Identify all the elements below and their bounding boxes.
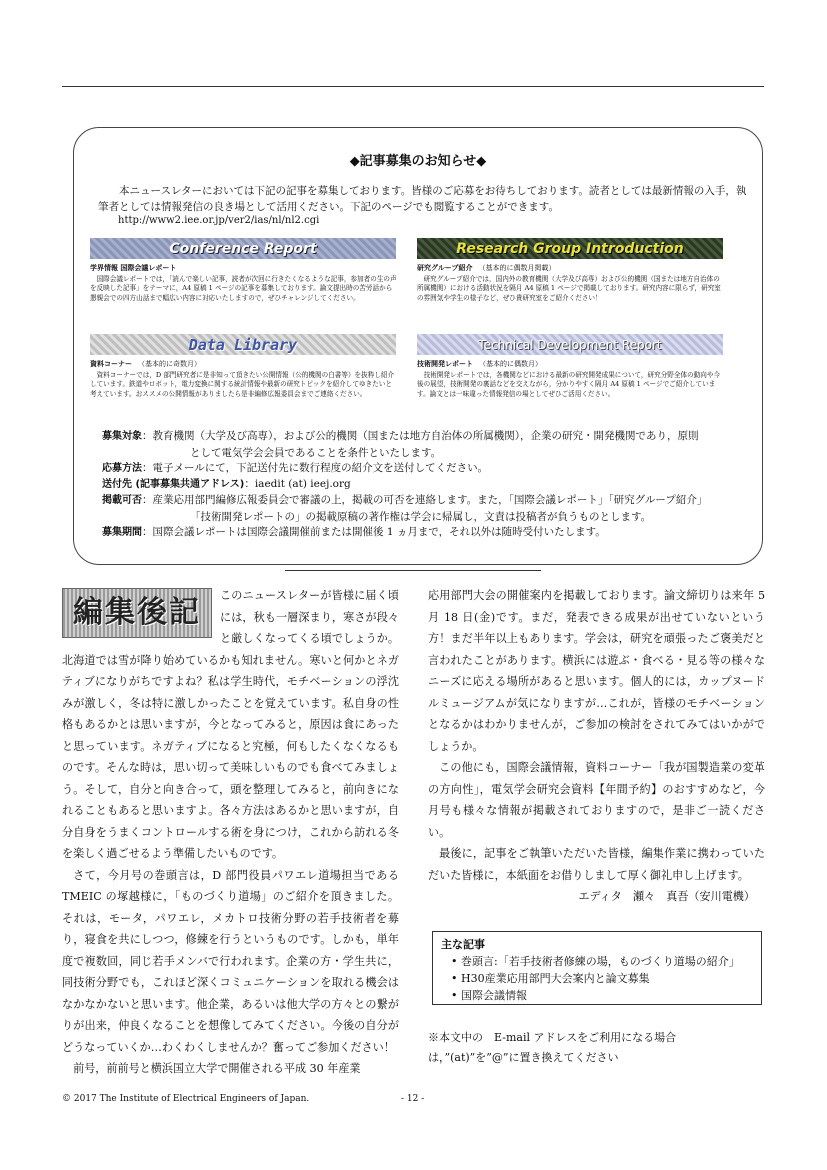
section-body: 研究グループ紹介では，国内外の教育機関（大学及び高専）および公的機関（国または地方自治体の所属機関）における活動状況を隔月 A4 原稿 1 ページで掲載しております。研究内容に限らず，研究室の雰囲気や学生の様子など，ぜひ貴研究室をご紹介ください！ xyxy=(417,274,721,302)
banner-text: Technical Development Report xyxy=(478,337,662,352)
conference-report-banner xyxy=(90,238,396,259)
requirement-address: 送付先 (記事募集共通アドレス)：iaedit (at) ieej.org xyxy=(102,478,351,490)
editorial-right-column xyxy=(428,585,765,908)
newsletter-url[interactable]: http://www2.iee.or.jp/ver2/ias/nl/nl2.cgi xyxy=(118,215,320,226)
editor-signature: エディタ 瀬々 真吾（安川電機） xyxy=(578,890,755,903)
editorial-title-image: 編集後記 xyxy=(62,588,212,638)
requirement-method: 応募方法：電子メールにて，下記送付先に数行程度の紹介文を送付してください。 xyxy=(102,462,489,474)
section-body: 国際会議レポートでは，「読んで楽しい記事，読者が次回に行きたくなるような記事，参加者の生の声を反映した記事」をテーマに，A4 原稿 1 ページの記事を募集しております。論文提出時の苦労話から懇親会での四方山話まで幅広い内容に対応いたしますので，ぜひチャレンジしてください。 xyxy=(90,274,397,302)
requirement-target: 募集対象：教育機関（大学及び高専），および公的機関（国または地方自治体の所属機関），企業の研究・開発機関であり，原則 として電気学会会員であることを条件といたします。 xyxy=(102,430,699,459)
banner-text: Research Group Introduction xyxy=(456,240,684,257)
requirement-approval: 掲載可否：産業応用部門編修広報委員会で審議の上，掲載の可否を連絡します。また，「国際会議レポート」「研究グループ紹介」 「技術開発レポートの」の掲載原稿の著作権は学会に帰属し，文責は投稿者が負うものとします。 xyxy=(102,494,708,523)
footer-copyright: © 2017 The Institute of Electrical Engineers of Japan. xyxy=(62,1094,310,1104)
section-heading: 学界情報 国際会議レポート xyxy=(90,264,177,272)
editorial-paragraph: この他にも，国際会議情報，資料コーナー「我が国製造業の変革の方向性」，電気学会研究会資料【年間予約】のおすすめなど，今月号も様々な情報が掲載されておりますので，是非ご一読ください。 xyxy=(428,761,765,839)
section-heading: 研究グループ紹介 （基本的に偶数月掲載） xyxy=(417,264,556,272)
page-number: - 12 - xyxy=(401,1094,425,1104)
section-technical-development xyxy=(417,360,725,399)
technical-development-banner xyxy=(417,334,723,355)
editorial-paragraph: 最後に，記事をご執筆いただいた皆様，編集作業に携わっていただいた皆様に，本紙面をお借りしまして厚く御礼申し上げます。 xyxy=(428,847,765,882)
top-rule xyxy=(62,86,764,87)
section-conference-report xyxy=(90,264,398,303)
banner-text: Data Library xyxy=(188,335,298,354)
call-for-articles-title: ◆記事募集のお知らせ◆ xyxy=(349,154,487,169)
main-article-item: • 国際会議情報 xyxy=(451,989,527,1002)
main-articles-heading: 主な記事 xyxy=(441,938,485,951)
section-body: 技術開発レポートでは，各機関などにおける最新の研究開発成果について，研究分野全体の動向や今後の展望，技術開発の裏話などを交えながら，分かりやすく隔月 A4 原稿 1 ページでご紹介しています。論文とは一味違った情報発信の場としてぜひご活用ください。 xyxy=(417,370,721,398)
call-for-articles-intro: 本ニュースレターにおいては下記の記事を募集しております。皆様のご応募をお待ちしております。読者としては最新情報の入手，執筆者としては情報発信の良き場として活用ください。下記のページでも閲覧することができます。 xyxy=(98,185,747,213)
main-articles-box xyxy=(432,931,762,1005)
main-article-item: • H30産業応用部門大会案内と論文募集 xyxy=(451,972,650,985)
section-heading: 資料コーナー （基本的に奇数月） xyxy=(90,360,201,368)
banner-text: Conference Report xyxy=(169,240,317,257)
research-group-banner xyxy=(417,238,723,259)
requirement-period: 募集期間：国際会議レポートは国際会議開催前または開催後 1 ヵ月まで，それ以外は随時受付いたします。 xyxy=(102,526,606,538)
editorial-paragraph: 応用部門大会の開催案内を掲載しております。論文締切りは来年 5 月 18 日(金)です。まだ，発表できる成果が出せていないという方！まだ半年以上もあります。学会は，研究を頑張ったご褒美だと言われたことがあります。横浜には遊ぶ・食べる・見る等の様々なニーズに応える場所があると思います。個人的には，カップヌードルミュージアムが気になりますが…これが，皆様のモチベーションとなるかはわかりませんが，ご参加の検討をされてみてはいかがでしょうか。 xyxy=(428,589,765,753)
data-library-banner xyxy=(90,334,396,355)
section-heading: 技術開発レポート （基本的に偶数月） xyxy=(417,360,542,368)
section-body: 資料コーナーでは，D 部門研究者に是非知って頂きたい公開情報（公的機関の白書等）を抜粋し紹介しています。鉄道やロボット，電力変換に関する統計情報や最新の研究トピックを紹介してゆきたいと考えています。おススメの公開情報がありましたら是非編修広報委員会までご連絡ください。 xyxy=(90,370,395,398)
section-data-library xyxy=(90,360,398,399)
editorial-paragraph: このニュースレターが皆様に届く頃には，秋も一層深まり，寒さが段々と厳しくなってくる頃でしょうか。北海道では雪が降り始めているかも知れません。寒いと何かとネガティブになりがちですよね？私は学生時代，モチベーションの浮沈みが激しく，冬は特に激しかったことを覚えています。私自身の性格もあるかとは思いますが，今となってみると，原因は食にあったと思っています。ネガティブになると究極，何もしたくなくなるものです。そんな時は，思い切って美味しいものでも食べてみましょう。そして，自分と向き合って，頭を整理してみると，前向きになれることもあると思いますよ。各々方法はあるかと思いますが，自分自身をうまくコントロールする術を身につけ，これから訪れる冬を楽しく過ごせるよう準備したいものです。 xyxy=(62,589,399,860)
main-article-item: • 巻頭言:「若手技術者修練の場，ものづくり道場の紹介」 xyxy=(451,955,740,968)
editorial-paragraph: 前号，前前号と横浜国立大学で開催される平成 30 年産業 xyxy=(73,1062,361,1075)
editorial-paragraph: さて，今月号の巻頭言は，D 部門役員パワエレ道場担当である TMEIC の塚越様に，「ものづくり道場」のご紹介を頂きました。それは，モータ，パワエレ，メカトロ技術分野の若手技術者を募り，寝食を共にしつつ，修練を行うというものです。しかも，単年度で複数回，同じ若手メンバで行われます。企業の方・学生共に，同技術分野でも，これほど深くコミュニケーションを取れる機会はなかなかないと思います。他企業，あるいは他大学の方々との繋がりが出来，仲良くなることを想像してみてください。今後の自分がどうなっていくか…わくわくしませんか？奮ってご参加ください！ xyxy=(62,868,399,1054)
editorial-left-column xyxy=(62,585,399,1080)
section-research-group xyxy=(417,264,725,303)
section-divider xyxy=(285,570,541,571)
email-note: ※本文中の E-mail アドレスをご利用になる場合は，”(at)”を”@”に置き換えてください xyxy=(428,1031,677,1064)
